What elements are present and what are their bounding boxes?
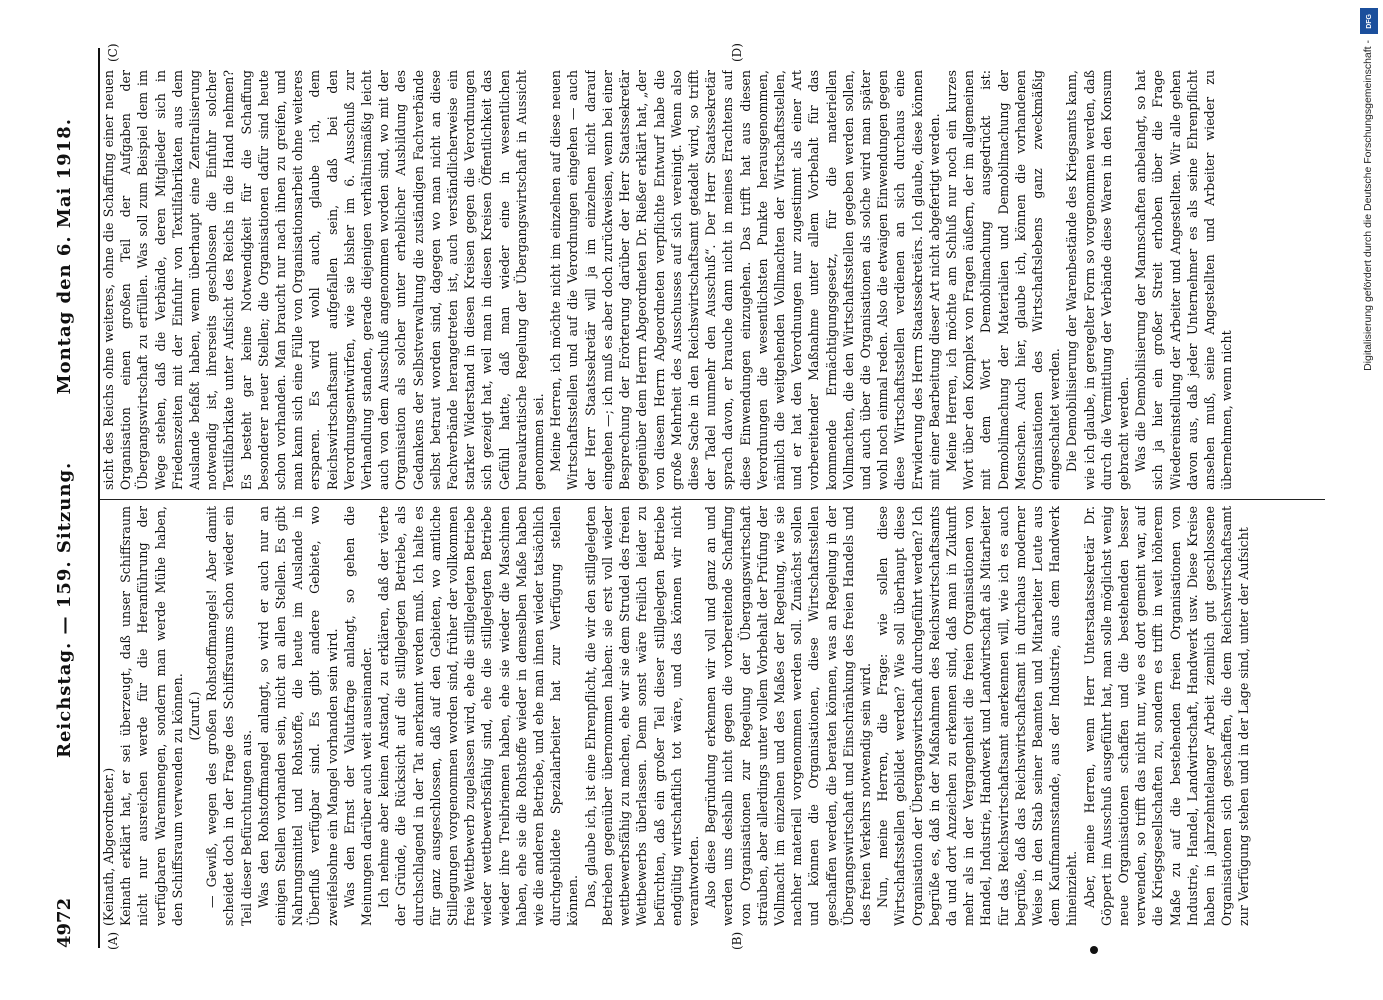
paragraph: sicht des Reichs ohne weiteres, ohne die Schaffung einer neuen Organisation einen großen Teil der Aufgaben der Übergangswirtschaft zu erfüllen. Was soll zum Beispiel dem im Wege stehen, daß die Verbände, deren Mitglieder sich in Friedenszeiten mit der Einfuhr von Textilfabrikaten aus dem Auslande befaßt haben, wenn überhaupt eine Zentralisierung notwendig ist, ihrerseits geschlossen die Einfuhr solcher Textilfabrikate unter Aufsicht des Reichs in die Hand nehmen? Es besteht gar keine Notwendigkeit für die Schaffung besonderer neuer Stellen; die Organisationen dafür sind heute schon vorhanden. Man braucht nur nach ihnen zu greifen, und man kann sich eine Fülle von Organisationsarbeit ohne weiteres ersparen. Es wird wohl auch, glaube ich, dem Reichswirtschaftsamt aufgefallen sein, daß bei den Verordnungsentwürfen, wie sie bisher im 6. Ausschuß zur Verhandlung standen, gerade diejenigen verhältnismäßig leicht auch von dem Ausschuß angenommen worden sind, wo mit der Organisation als solcher unter erheblicher Ausbildung des Gedankens der Selbstverwaltung die zuständigen Fachverbände selbst betraut worden sind, dagegen wo man nicht an diese Fachverbände herangetreten ist, auch verständlicherweise ein starker Widerstand in diesen Kreisen gegen die Verordnungen sich gezeigt hat, weil man in diesen Kreisen Öffentlichkeit das Gefühl hatte, daß man wieder eine in wesentlichen bureaukratische Regelung der Übergangswirtschaft in Aussicht genommen sei. (101, 70, 547, 490)
column-divider (100, 499, 1325, 500)
session-title: Reichstag. — 159. Sitzung. (54, 461, 75, 758)
paragraph: Meine Herren, ich möchte am Schluß nur noch ein kurzes Wort über den Komplex von Fragen äußern, der im allgemeinen mit dem Wort Demobilmachung ausgedrückt ist: Demobilmachung der Materialien und Demobilmachung der Menschen. Auch hier, glaube ich, können die vorhandenen Organisationen des Wirtschaftslebens ganz zweckmäßig eingeschaltet werden. (943, 70, 1063, 490)
paragraph: (Keinath, Abgeordneter.) (101, 767, 116, 926)
session-date: Montag den 6. Mai 1918. (54, 118, 75, 395)
paragraph: Was den Rohstoffmangel anlangt, so wird er auch nur an einigen Stellen vorhanden sein, nicht an allen Stellen. Es gibt Nahrungsmittel und Rohstoffe, die heute im Auslande in Überfluß verfügbar sind. Es gibt andere Gebiete, wo zweifelsohne ein Mangel vorhanden sein wird. (255, 506, 340, 926)
paragraph: Ich nehme aber keinen Anstand, zu erklären, daß der vierte der Gründe, die Rücksicht auf die stillgelegten Betriebe, als durchschlagend in der Tat anerkannt werden muß. Ich halte es für ganz ausgeschlossen, daß auf den Gebieten, wo amtliche Stillegungen vorgenommen worden sind, früher der vollkommen freie Wettbewerb zugelassen wird, ehe die stillgelegten Betriebe wieder wettbewerbsfähig sind, ehe die stillgelegten Betriebe wieder ihre Treibriemen haben, ehe sie wieder die Maschinen haben, ehe sie die Rohstoffe wieder in demselben Maße haben wie die anderen Betriebe, und ehe man ihnen wieder tatsächlich durchgebildete Spezialarbeiter hat zur Verfügung stellen können. (376, 506, 581, 926)
paragraph: Was den Ernst der Valutafrage anlangt, so gehen die Meinungen darüber auch weit auseinander. (341, 506, 375, 926)
paragraph: Was die Demobilisierung der Mannschaften anbelangt, so hat sich ja hier ein großer Streit erhoben über die Frage Wiedereinstellung der Arbeiter und Angestellten. Wir alle gehen davon aus, daß jeder Unternehmer es als seine Ehrenpflicht ansehen muß, seine Angestellten und Arbeiter wieder zu übernehmen, wenn nicht (1133, 70, 1235, 490)
paragraph: Also diese Begründung erkennen wir voll und ganz an und werden uns deshalb nicht gegen die vorbereitende Schaffung von Organisationen zur Regelung der Übergangswirtschaft sträuben, aber allerdings unter vollem Vorbehalt der Prüfung der Vollmacht im einzelnen und des Maßes der Regelung, wie sie nachher materiell vorgenommen werden soll. Zunächst sollen und können die Organisationen, diese Wirtschaftsstellen geschaffen werden, die beraten können, was an Regelung in der Übergangswirtschaft und Einschränkung des freien Handels und des freien Verkehrs notwendig sein wird. (703, 506, 873, 926)
margin-marker-a: (A) (106, 931, 120, 950)
digitization-note (1359, 40, 1377, 990)
digitization-note-text: Digitalisierung gefördert durch die Deutsche Forschungsgemeinschaft - (1362, 40, 1374, 371)
paragraph: Das, glaube ich, ist eine Ehrenpflicht, die wir den stillgelegten Betrieben gegenüber übernommen haben: sie erst voll wieder wettbewerbsfähig zu machen, ehe wir sie dem Strudel des freien Wettbewerbs überlassen. Denn sonst wäre freilich leider zu befürchten, daß ein großer Teil dieser stillgelegten Betriebe endgültig wirtschaftlich tot wäre, und das können wir nicht verantworten. (582, 506, 701, 926)
ink-dot (1090, 946, 1098, 954)
paragraph: — Gewiß, wegen des großen Rohstoffmangels! Aber damit scheidet doch in der Frage des Schiffsraums schon wieder ein Teil dieser Befürchtungen aus. (204, 506, 254, 926)
dfg-logo-text: DFG (1365, 13, 1373, 29)
margin-marker-c: (C) (106, 43, 120, 62)
paragraph: Keinath erklärt hat, er sei überzeugt, daß unser Schiffsraum nicht nur ausreichen werde für die Heranführung der verfügbaren Warenmengen, sondern man werde Mühe haben, den Schiffsraum verwenden zu können. (118, 506, 185, 926)
interjection: (Zuruf.) (187, 691, 203, 741)
paragraph: Meine Herren, ich möchte nicht im einzelnen auf diese neuen Wirtschaftsstellen und auf die Verordnungen eingehen — auch der Herr Staatssekretär will ja im einzelnen nicht darauf eingehen —; ich muß es aber doch zurückweisen, wenn bei einer Besprechung der Erörterung darüber der Herr Staatssekretär gegenüber dem Herrn Abgeordneten Dr. Rießer erklärt hat, „der von diesem Herrn Abgeordneten verpflichte Entwurf habe die große Mehrheit des Ausschusses auf sich vereinigt. Wenn also diese Sache in den Reichswirtschaftsamt getadelt wird, so trifft der Tadel nunmehr den Ausschuß“. Der Herr Staatssekretär sprach davon, er brauche dann nicht in meines Erachtens auf diese Einwendungen einzugehen. Das trifft hat aus diesen Verordnungen die wesentlichsten Punkte herausgenommen, nämlich die weitgehenden Vollmachten der Wirtschaftsstellen, und er hat den Verordnungen nur zugestimmt als einer Art vorbereitender Maßnahme unter allem Vorbehalt für das kommende Ermächtigungsgesetz, für die materiellen Vollmachten, die den Wirtschaftsstellen gegeben werden sollen, und auch über die Organisationen als solche wird man später wohl noch einmal reden. Also die etwaigen Einwendungen gegen diese Wirtschaftsstellen verdienen an sich durchaus eine Erwiderung des Herrn Staatssekretärs. Ich glaube, diese können mit einer Bearbeitung dieser Art nicht abgefertigt werden. (548, 70, 942, 490)
left-column (100, 506, 1330, 926)
paragraph: Nun, meine Herren, die Frage: wie sollen diese Wirtschaftsstellen gebildet werden? Wie soll überhaupt diese Organisation der Übergangswirtschaft durchgeführt werden? Ich begrüße es, daß in der Maßnahmen des Reichswirtschaftsamts da und dort Anzeichen zu erkennen sind, daß man in Zukunft mehr als in der Vergangenheit die freien Organisationen von Handel, Industrie, Handwerk und Landwirtschaft als Mitarbeiter für das Reichswirtschaftsamt anerkennen will, wie ich es auch begrüße, daß das Reichswirtschaftsamt in durchaus moderner Weise in den Stab seiner Beamten und Mitarbeiter Leute aus dem Kaufmannsstande, aus der Industrie, aus dem Handwerk hineinzieht. (875, 506, 1080, 926)
rotated-page (40, 28, 1340, 968)
right-column (100, 70, 1330, 490)
page-header (54, 28, 84, 968)
paragraph: Aber, meine Herren, wenn Herr Unterstaatssekretär Dr. Göppert im Ausschuß ausgeführt hat, man solle möglichst wenig neue Organisationen schaffen und die bestehenden besser verwenden, so trifft das nicht nur, wie es dort gemeint war, auf die Kriegsgesellschaften zu, sondern es trifft in weit höherem Maße zu auf die bestehenden freien Organisationen von Industrie, Handel, Landwirtschaft, Handwerk usw. Diese Kreise haben in jahrzehntelanger Arbeit ziemlich gut geschlossene Organisationen sich geschaffen, die dem Reichswirtschaftsamt zur Verfügung stehen und in der Lage sind, unter der Aufsicht (1081, 506, 1252, 926)
margin-marker-b: (B) (730, 931, 744, 950)
page-number: 4972 (54, 897, 75, 948)
paragraph: Die Demobilisierung der Warenbestände des Kriegsamts kann, wie ich glaube, in geregelter Form so vorgenommen werden, daß durch die Vermittlung der Verbände diese Waren in den Konsum gebracht werden. (1064, 70, 1131, 490)
margin-marker-d: (D) (730, 43, 744, 62)
dfg-logo (1360, 8, 1378, 34)
